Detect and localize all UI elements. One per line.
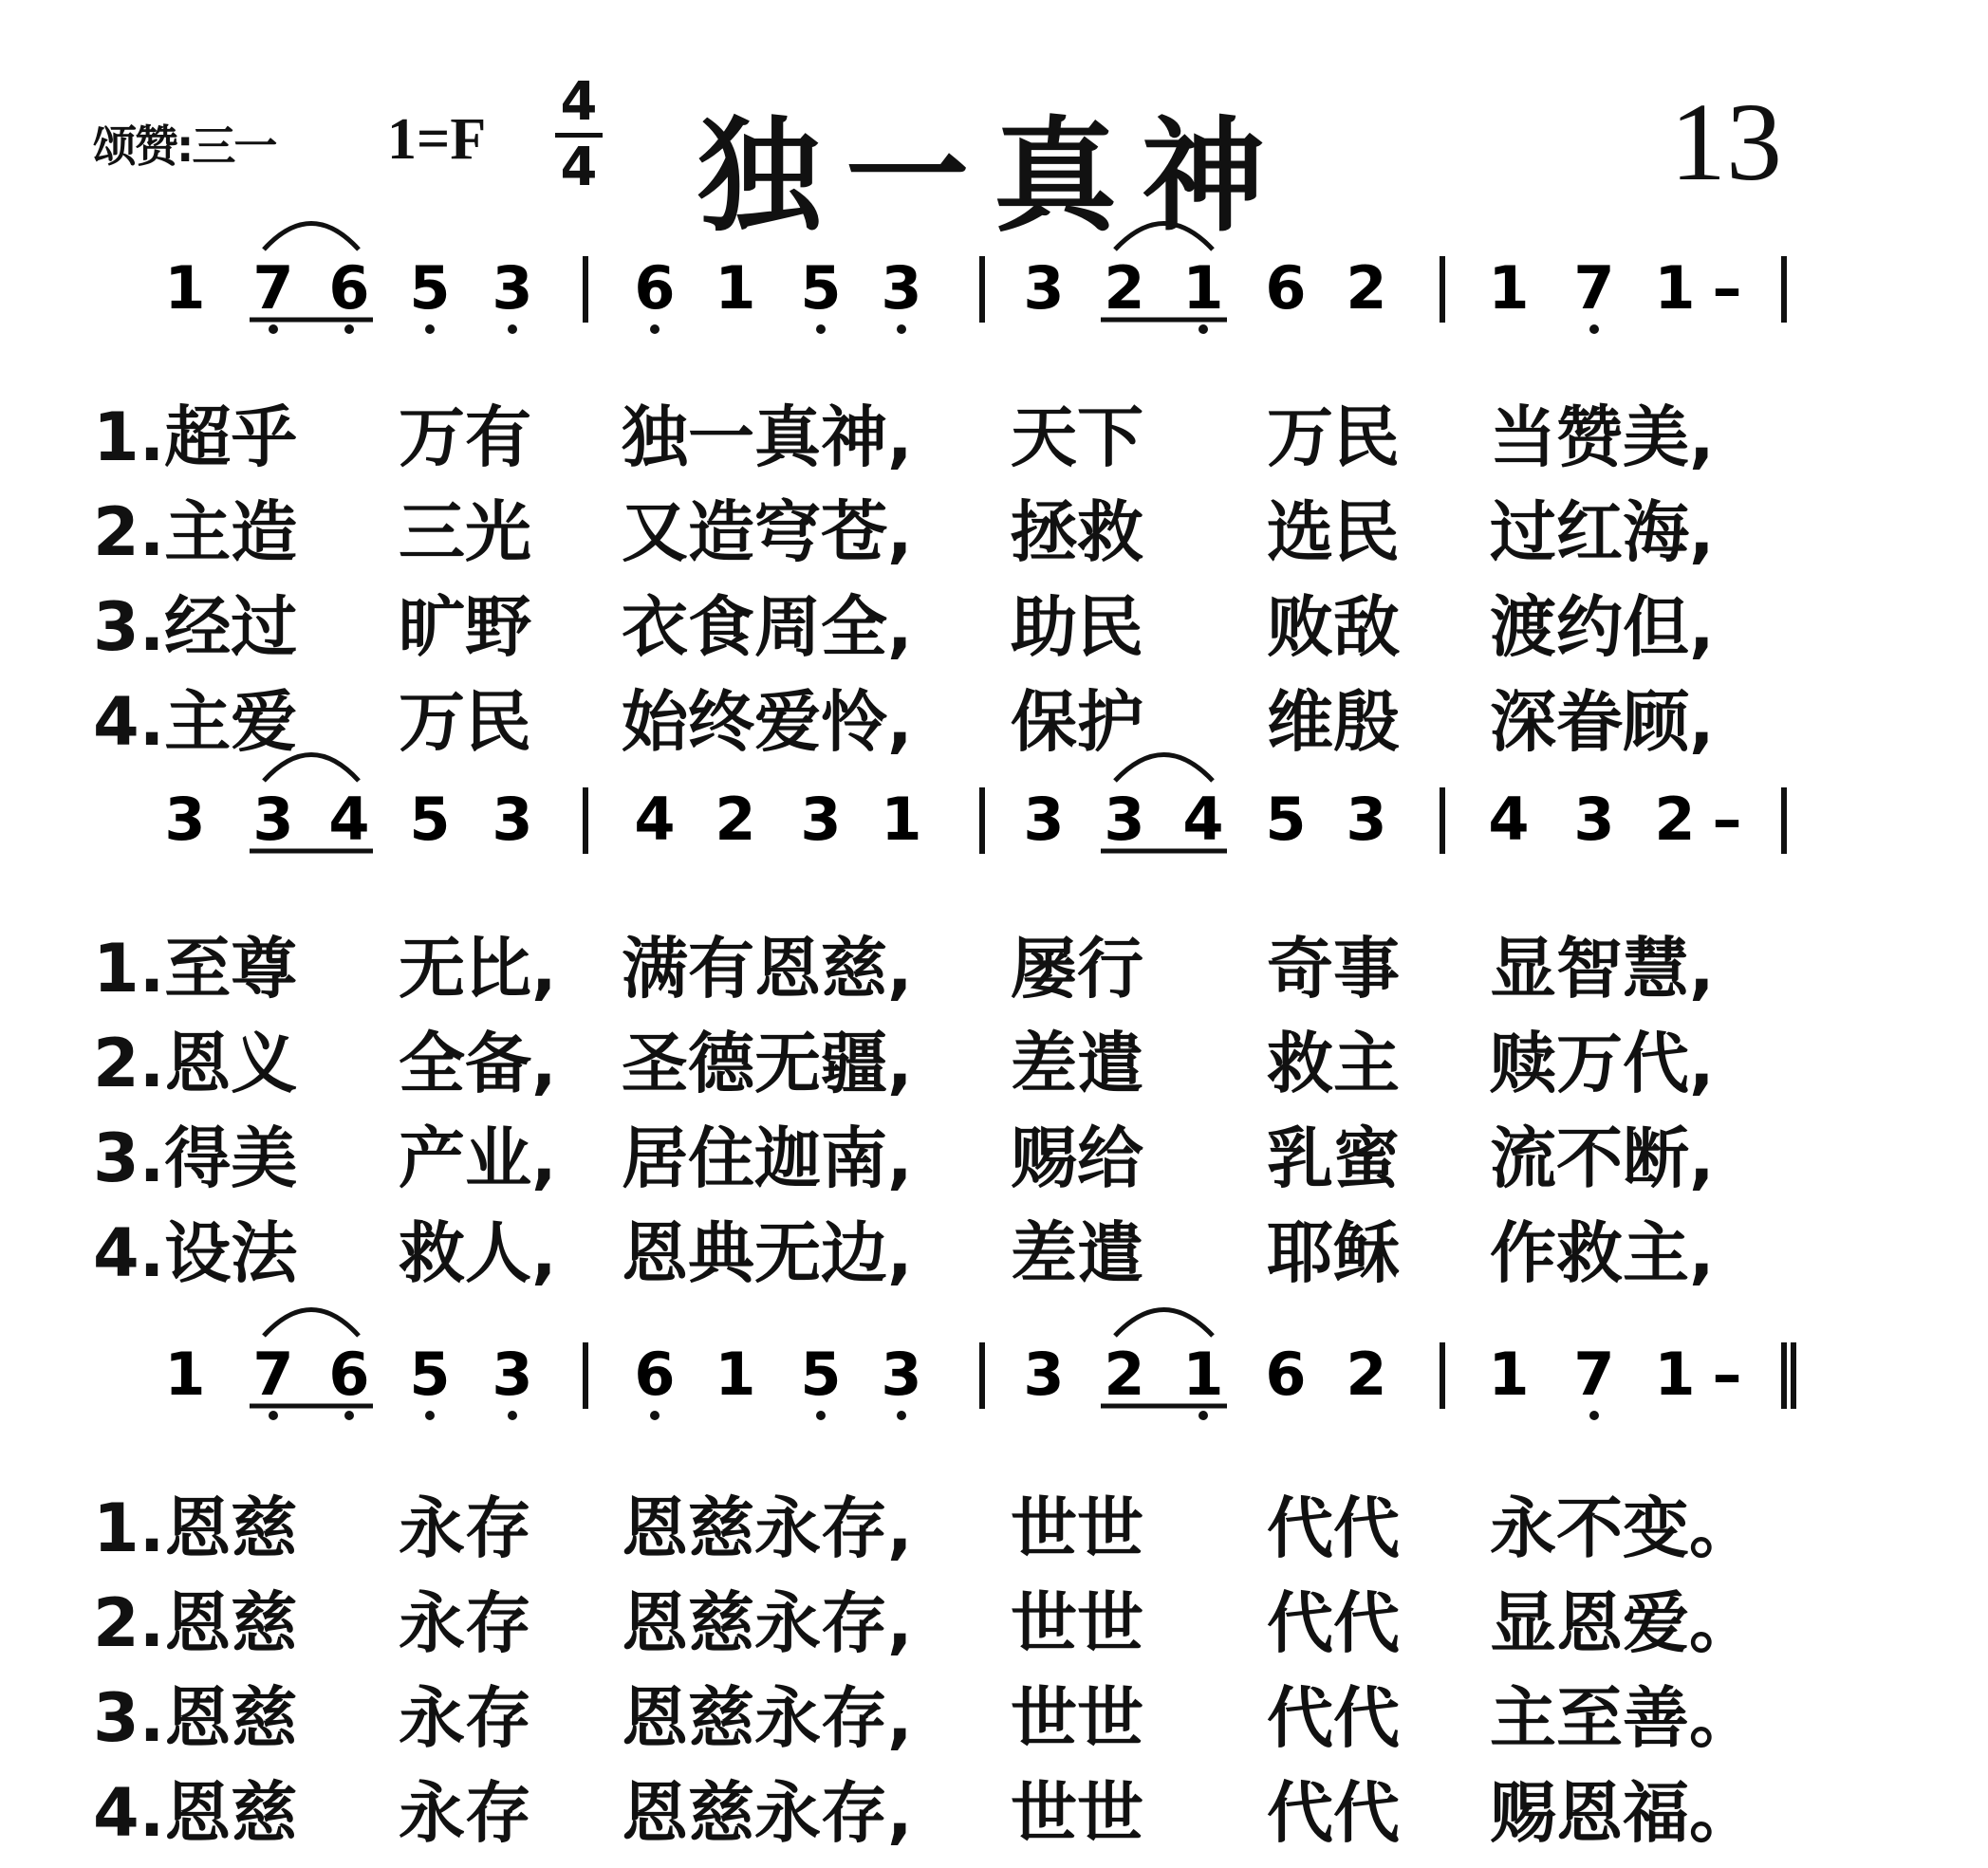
note: 3: [881, 1340, 922, 1409]
key-signature: 1=F: [387, 107, 487, 172]
lyric-phrase: 奇事: [1267, 930, 1400, 1008]
lower-octave-dot: [650, 324, 660, 334]
lyric-phrase: 恩慈永存,: [622, 1489, 913, 1567]
note: 7: [252, 1340, 294, 1409]
lyric-phrase: 作救主,: [1490, 1214, 1715, 1292]
lyric-phrase: 世世: [1011, 1584, 1143, 1662]
note: 6: [1265, 1340, 1307, 1409]
lyric-phrase: 永存: [399, 1774, 531, 1852]
note: 6: [634, 1340, 676, 1409]
note: 3: [492, 785, 533, 854]
lyric-phrase: 赐给: [1011, 1119, 1143, 1197]
lyric-phrase: 永存: [399, 1679, 531, 1757]
lyric-phrase: 1.恩慈: [93, 1489, 298, 1567]
lyric-phrase: 当赞美,: [1490, 398, 1715, 476]
tie-arc: [1115, 1310, 1213, 1337]
lyric-phrase: 4.恩慈: [93, 1774, 298, 1852]
note: 1: [715, 253, 756, 323]
note: 5: [800, 1340, 842, 1409]
lyric-phrase: 代代: [1267, 1489, 1400, 1567]
time-signature-top: 4: [560, 71, 598, 133]
lower-octave-dot: [1198, 324, 1208, 334]
note: 5: [409, 785, 451, 854]
note: 4: [634, 785, 676, 854]
sustain-dash: –: [1712, 253, 1742, 323]
lower-octave-dot: [269, 324, 278, 334]
note: 5: [800, 253, 842, 323]
note: 7: [252, 253, 294, 323]
lyric-phrase: 恩慈永存,: [622, 1774, 913, 1852]
lyric-phrase: 世世: [1011, 1679, 1143, 1757]
note: 6: [1265, 253, 1307, 323]
lower-octave-dot: [816, 324, 826, 334]
note: 1: [164, 253, 206, 323]
note: 2: [1104, 1340, 1145, 1409]
hymn-category: 颂赞:三一: [93, 120, 276, 172]
lower-octave-dot: [344, 324, 354, 334]
note: 6: [328, 253, 370, 323]
note: 4: [1488, 785, 1530, 854]
lyric-phrase: 3.恩慈: [93, 1679, 298, 1757]
note: 3: [1023, 253, 1065, 323]
lyric-phrase: 选民: [1267, 493, 1400, 571]
note: 2: [1346, 1340, 1387, 1409]
note: 1: [1182, 1340, 1224, 1409]
note: 3: [1573, 785, 1615, 854]
note: 2: [1654, 785, 1696, 854]
note: 7: [1573, 1340, 1615, 1409]
lyric-phrase: 显智慧,: [1490, 930, 1715, 1008]
sustain-dash: –: [1712, 1340, 1742, 1409]
lower-octave-dot: [1589, 1411, 1599, 1420]
lyric-phrase: 代代: [1267, 1584, 1400, 1662]
lower-octave-dot: [1589, 324, 1599, 334]
lyric-phrase: 保护: [1011, 683, 1143, 761]
note: 3: [1023, 1340, 1065, 1409]
lyric-phrase: 2.恩义: [93, 1025, 298, 1102]
note: 1: [715, 1340, 756, 1409]
note: 3: [252, 785, 294, 854]
lyric-phrase: 4.主爱: [93, 683, 298, 761]
lyric-phrase: 恩慈永存,: [622, 1584, 913, 1662]
note: 3: [1104, 785, 1145, 854]
lyric-phrase: 三光: [399, 493, 531, 571]
note: 3: [881, 253, 922, 323]
lyric-phrase: 恩典无边,: [622, 1214, 913, 1292]
lyric-phrase: 助民: [1011, 588, 1143, 666]
lyric-phrase: 独一真神,: [622, 398, 913, 476]
lyric-phrase: 居住迦南,: [622, 1119, 913, 1197]
lyric-phrase: 显恩爱。: [1490, 1584, 1756, 1662]
lyric-phrase: 世世: [1011, 1489, 1143, 1567]
tie-arc: [1115, 224, 1213, 250]
lyric-phrase: 满有恩慈,: [622, 930, 913, 1008]
note: 2: [715, 785, 756, 854]
lyric-phrase: 2.恩慈: [93, 1584, 298, 1662]
lyric-phrase: 代代: [1267, 1774, 1400, 1852]
lyric-phrase: 产业,: [399, 1119, 557, 1197]
note: 4: [1182, 785, 1224, 854]
lyric-phrase: 旷野: [399, 588, 531, 666]
lyric-phrase: 耶稣: [1267, 1214, 1400, 1292]
tie-arc: [264, 224, 359, 250]
lyric-phrase: 差遣: [1011, 1214, 1143, 1292]
lyric-phrase: 2.主造: [93, 493, 298, 571]
note: 1: [164, 1340, 206, 1409]
lyric-phrase: 救人,: [399, 1214, 557, 1292]
lyric-phrase: 全备,: [399, 1025, 557, 1102]
note: 4: [328, 785, 370, 854]
note: 6: [634, 253, 676, 323]
page-number: 13: [1670, 80, 1782, 204]
lyric-phrase: 1.至尊: [93, 930, 298, 1008]
lyric-phrase: 主至善。: [1490, 1679, 1756, 1757]
lower-octave-dot: [816, 1411, 826, 1420]
lower-octave-dot: [344, 1411, 354, 1420]
lyric-phrase: 3.经过: [93, 588, 298, 666]
note: 5: [1265, 785, 1307, 854]
lower-octave-dot: [897, 324, 906, 334]
lyric-phrase: 无比,: [399, 930, 557, 1008]
note: 7: [1573, 253, 1615, 323]
lyric-phrase: 世世: [1011, 1774, 1143, 1852]
lower-octave-dot: [1198, 1411, 1208, 1420]
note: 1: [1654, 253, 1696, 323]
note: 1: [881, 785, 922, 854]
time-signature-bottom: 4: [560, 137, 598, 198]
note: 6: [328, 1340, 370, 1409]
lyric-phrase: 代代: [1267, 1679, 1400, 1757]
note: 1: [1182, 253, 1224, 323]
lyric-phrase: 屡行: [1011, 930, 1143, 1008]
hymn-title: 独一真神: [697, 104, 1291, 249]
note: 3: [1346, 785, 1387, 854]
lyric-phrase: 过红海,: [1490, 493, 1715, 571]
lyric-phrase: 万民: [399, 683, 531, 761]
lyric-phrase: 拯救: [1011, 493, 1143, 571]
lower-octave-dot: [269, 1411, 278, 1420]
lyric-phrase: 恩慈永存,: [622, 1679, 913, 1757]
lyric-phrase: 4.设法: [93, 1214, 298, 1292]
note: 1: [1488, 1340, 1530, 1409]
lower-octave-dot: [508, 324, 517, 334]
lyric-phrase: 渡约但,: [1490, 588, 1715, 666]
lyric-phrase: 万有: [399, 398, 531, 476]
note: 1: [1488, 253, 1530, 323]
lyric-phrase: 流不断,: [1490, 1119, 1715, 1197]
note: 3: [492, 253, 533, 323]
lower-octave-dot: [650, 1411, 660, 1420]
lyric-phrase: 3.得美: [93, 1119, 298, 1197]
lyric-phrase: 圣德无疆,: [622, 1025, 913, 1102]
lyric-phrase: 维殷: [1267, 683, 1400, 761]
lyric-phrase: 万民: [1267, 398, 1400, 476]
lyric-phrase: 赎万代,: [1490, 1025, 1715, 1102]
lyric-phrase: 衣食周全,: [622, 588, 913, 666]
note: 2: [1346, 253, 1387, 323]
sustain-dash: –: [1712, 785, 1742, 854]
note: 3: [164, 785, 206, 854]
note: 5: [409, 253, 451, 323]
lyric-phrase: 永不变。: [1490, 1489, 1756, 1567]
lower-octave-dot: [425, 324, 435, 334]
lyric-phrase: 赐恩福。: [1490, 1774, 1756, 1852]
lower-octave-dot: [508, 1411, 517, 1420]
note: 3: [492, 1340, 533, 1409]
lyric-phrase: 永存: [399, 1489, 531, 1567]
lyric-phrase: 天下: [1011, 398, 1143, 476]
note: 5: [409, 1340, 451, 1409]
tie-arc: [264, 1310, 359, 1337]
lyric-phrase: 深眷顾,: [1490, 683, 1715, 761]
note: 3: [1023, 785, 1065, 854]
note: 2: [1104, 253, 1145, 323]
lyric-phrase: 救主: [1267, 1025, 1400, 1102]
lower-octave-dot: [425, 1411, 435, 1420]
lyric-phrase: 又造穹苍,: [622, 493, 913, 571]
lyric-phrase: 败敌: [1267, 588, 1400, 666]
lower-octave-dot: [897, 1411, 906, 1420]
note: 1: [1654, 1340, 1696, 1409]
lyric-phrase: 永存: [399, 1584, 531, 1662]
lyric-phrase: 始终爱怜,: [622, 683, 913, 761]
lyric-phrase: 差遣: [1011, 1025, 1143, 1102]
lyric-phrase: 1.超乎: [93, 398, 298, 476]
lyric-phrase: 乳蜜: [1267, 1119, 1400, 1197]
note: 3: [800, 785, 842, 854]
